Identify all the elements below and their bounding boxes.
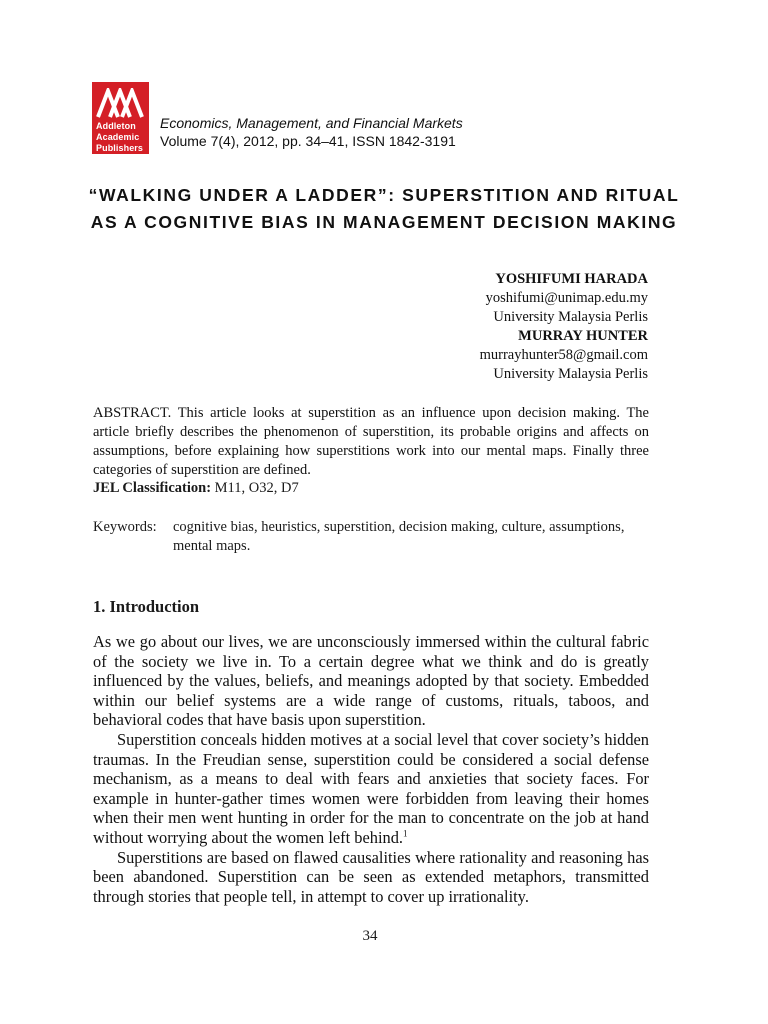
author-email: yoshifumi@unimap.edu.my: [485, 290, 648, 306]
author-affiliation: University Malaysia Perlis: [493, 309, 648, 325]
section-heading: 1. Introduction: [93, 597, 200, 616]
page-number: 34: [362, 928, 378, 944]
jel-classification: [93, 479, 299, 498]
paragraph-text: Superstition conceals hidden motives at a social level that cover society’s hidden traumas. In the Freudian sense, superstition could be considered a social defense mechanism, as a means to deal with fears and anxieties that society faces. For example in hunter-gather times women were forbidden from leaving their homes when their men went hunting in order for the man to concentrate on the job at hand without worrying about the women left behind.: [93, 729, 649, 847]
logo-line-1: Addleton: [96, 121, 136, 131]
paper-title: [60, 182, 708, 236]
author-name: YOSHIFUMI HARADA: [495, 271, 648, 287]
footnote-marker[interactable]: 1: [403, 828, 408, 839]
title-line-1: “WALKING UNDER A LADDER”: SUPERSTITION AND RITUAL: [88, 185, 680, 205]
author-block: [480, 270, 648, 384]
journal-header: [92, 82, 572, 154]
paragraph: As we go about our lives, we are unconsciously immersed within the cultural fabric of the society we live in. To a certain degree what we think and do is greatly influenced by the values, beliefs, and meanings adopted by that society. Embedded within our belief systems are a wide range of customs, rituals, taboos, and behavioral codes that have basis upon superstition.: [93, 632, 649, 730]
author-email: murrayhunter58@gmail.com: [479, 347, 648, 363]
paragraph: [93, 730, 649, 848]
logo-line-2: Academic: [96, 132, 140, 142]
logo-line-3: Publishers: [96, 143, 144, 153]
abstract: ABSTRACT. This article looks at superstition as an influence upon decision making. The article briefly describes the phenomenon of superstition, its probable origins and affects on assumptions, before explaining how superstitions work into our mental maps. Finally three categories of superstition are defined.: [93, 405, 649, 478]
journal-info: [160, 114, 463, 150]
title-line-2: AS A COGNITIVE BIAS IN MANAGEMENT DECISION MAKING: [90, 212, 678, 232]
aap-logo-icon: [96, 88, 145, 118]
body-text: [93, 632, 649, 906]
jel-label: JEL Classification:: [93, 480, 212, 496]
author-affiliation: University Malaysia Perlis: [493, 366, 648, 382]
paragraph: Superstitions are based on flawed causalities where rationality and reasoning has been abandoned. Superstition can be seen as extended metaphors, transmitted through stories that people tell, in attempt to cover up irrationality.: [93, 847, 649, 906]
keywords-value: cognitive bias, heuristics, superstition, decision making, culture, assumptions, mental maps.: [173, 519, 625, 554]
publisher-logo: [92, 82, 149, 154]
keywords-label: Keywords:: [93, 519, 157, 535]
journal-name: Economics, Management, and Financial Markets: [160, 115, 463, 131]
journal-volume: Volume 7(4), 2012, pp. 34–41, ISSN 1842-3191: [160, 133, 456, 149]
jel-value: M11, O32, D7: [211, 480, 299, 496]
keywords: [93, 518, 649, 556]
author-name: MURRAY HUNTER: [518, 328, 648, 344]
